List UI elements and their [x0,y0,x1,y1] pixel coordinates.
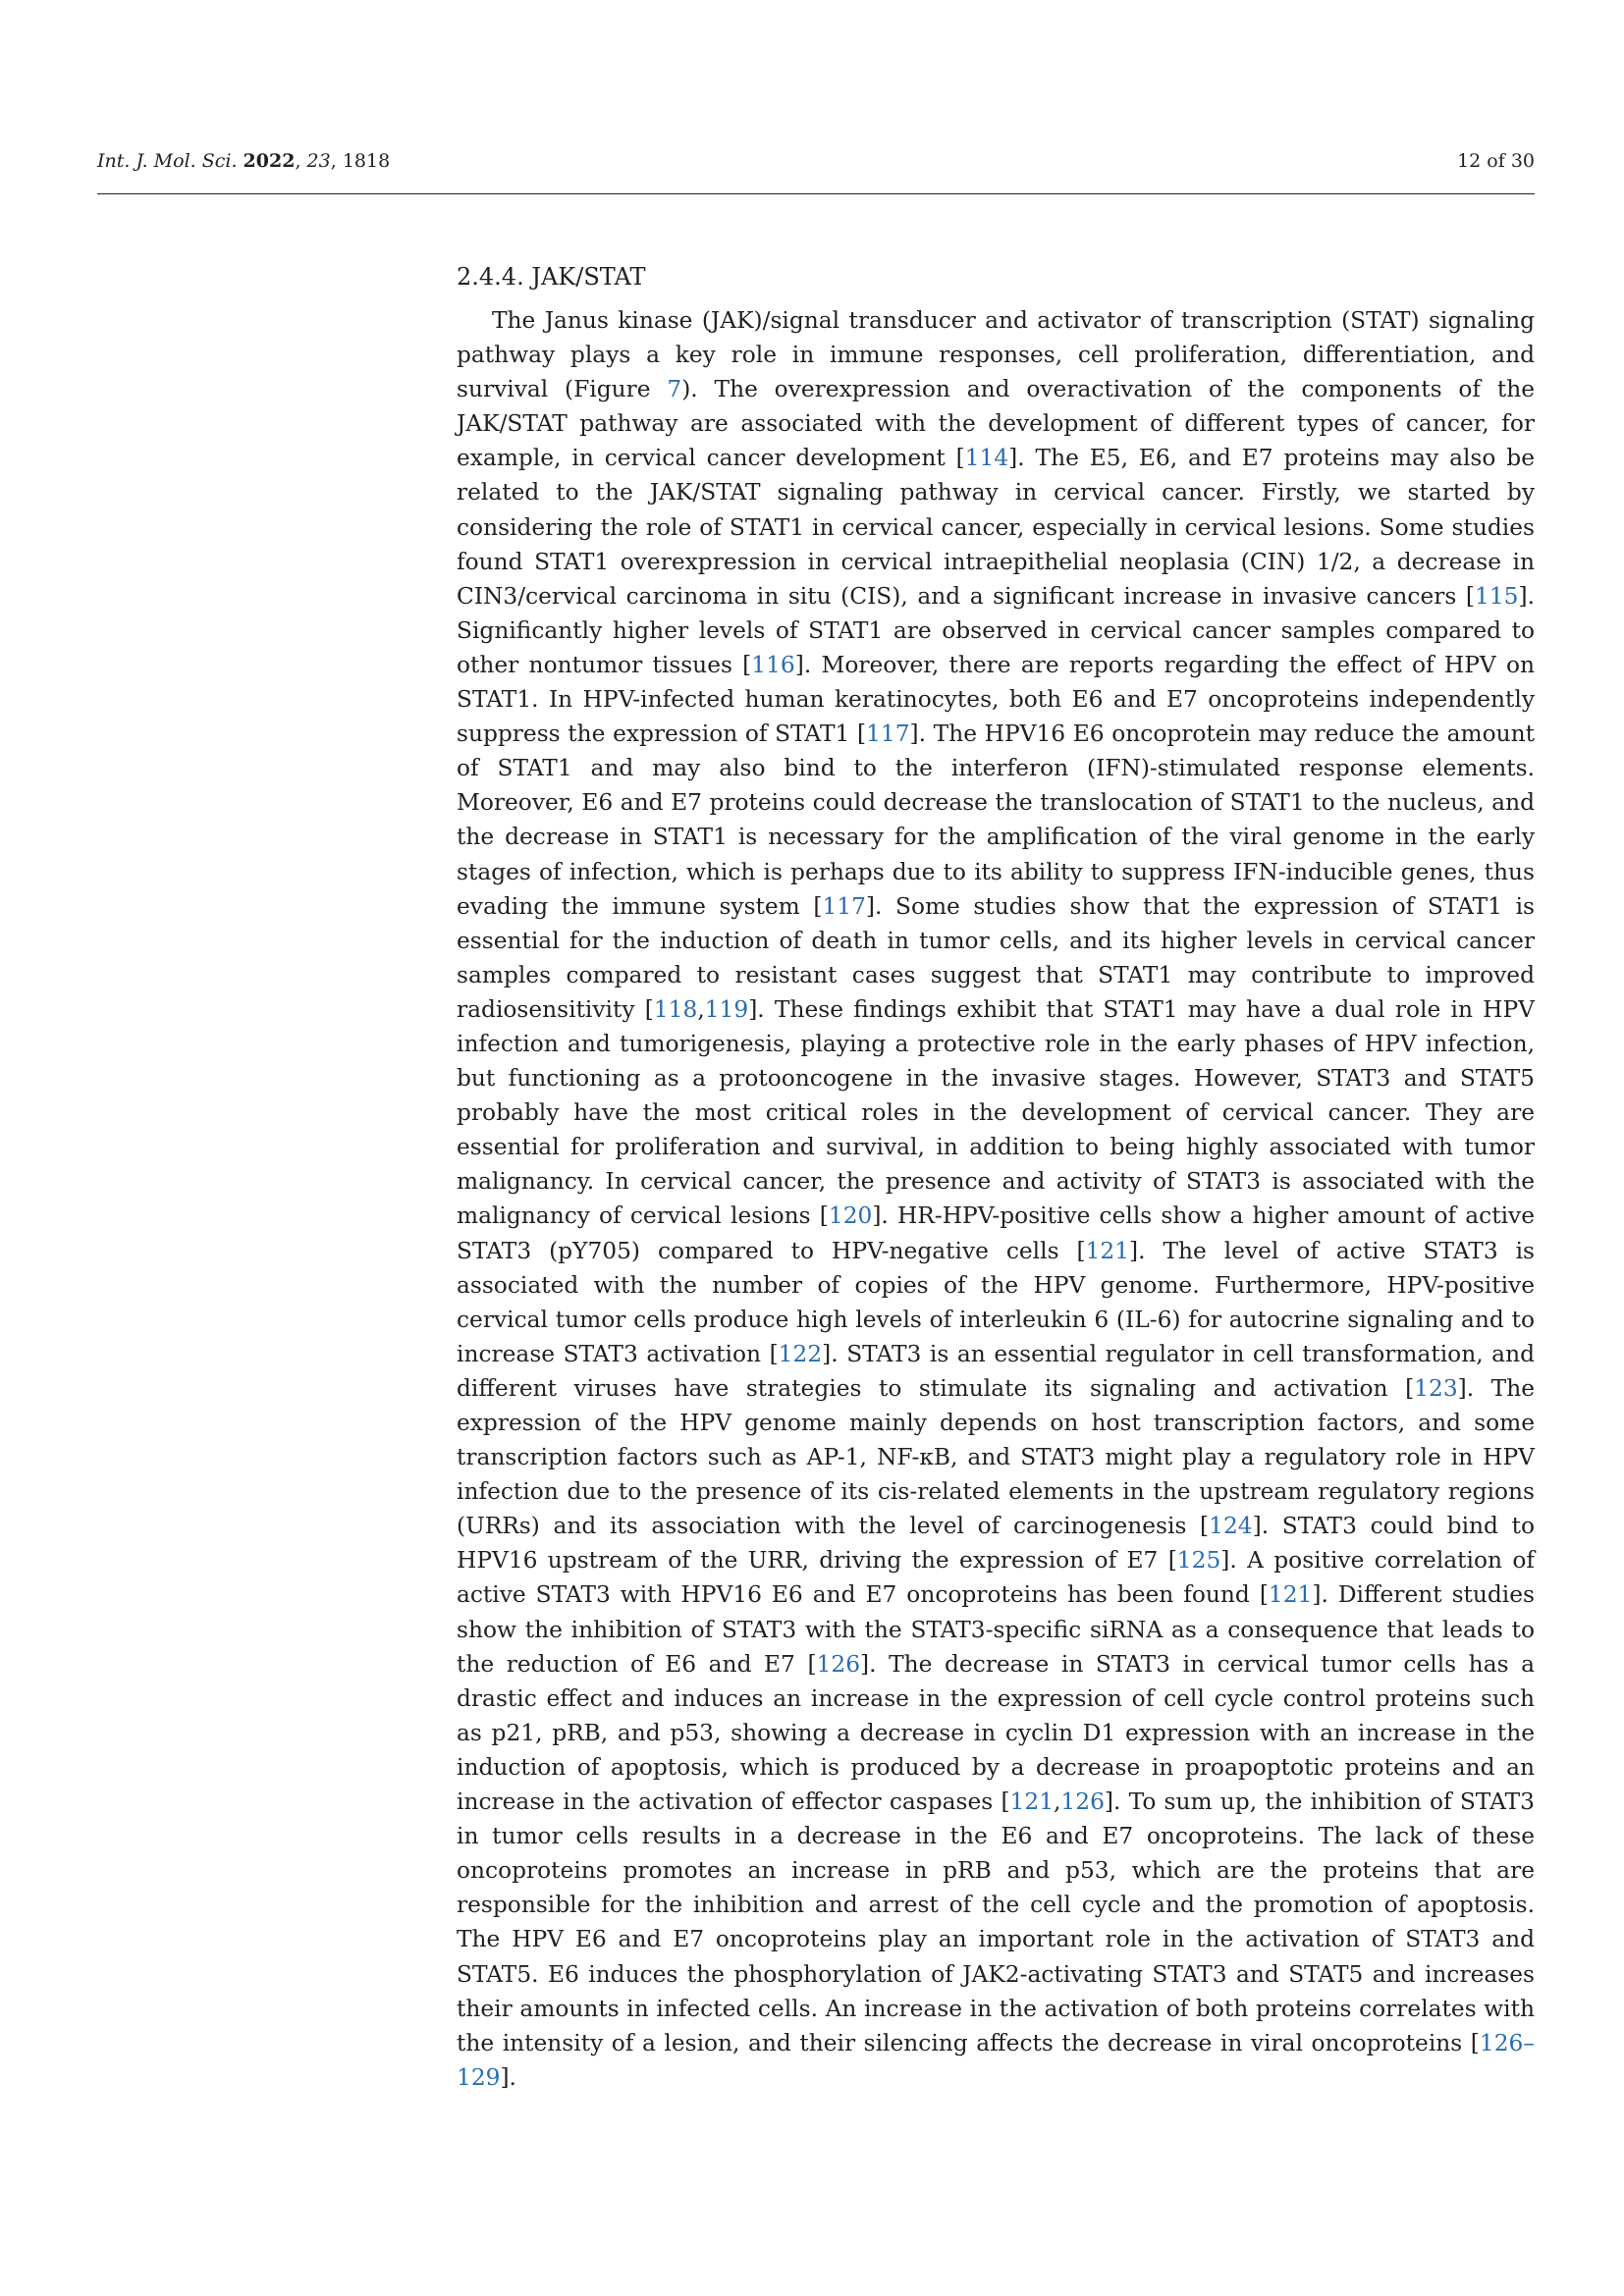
journal-abbrev: Int. J. Mol. Sci. [97,150,238,172]
paragraph-text: ]. The level of active STAT3 is associated with the number of copies of the HPV genome. Furthermore, HPV-positive cervical tumor cells produce high levels of interleukin 6 (IL-6) for autocrine signaling and to increase STAT3 activation [ [457,1237,1535,1367]
page-header [97,150,1535,178]
journal-year: 2022 [243,150,296,172]
citation-link[interactable]: 121 [1085,1237,1130,1264]
paragraph-text: ]. HR-HPV-positive cells show a higher amount of active STAT3 (pY705) compared to HPV-negative cells [ [457,1202,1535,1264]
citation-link[interactable]: 122 [778,1340,823,1367]
paragraph-text: , [697,995,705,1023]
article-number: 1818 [342,150,391,172]
paragraph-text: ]. These findings exhibit that STAT1 may have a dual role in HPV infection and tumorigenesis, playing a protective role in the early phases of HPV infection, but functioning as a protooncogene in the invasive stages. However, STAT3 and STAT5 probably have the most critical roles in the development of cervical cancer. They are essential for proliferation and survival, in addition to being highly associated with tumor malignancy. In cervical cancer, the presence and activity of STAT3 is associated with the malignancy of cervical lesions [ [457,995,1535,1230]
paragraph-text: ]. Significantly higher levels of STAT1 are observed in cervical cancer samples compared to other nontumor tissues [ [457,582,1535,678]
section-number: 2.4.4. [457,263,524,291]
paragraph-text: ]. The E5, E6, and E7 proteins may also be related to the JAK/STAT signaling pathway in cervical cancer. Firstly, we started by considering the role of STAT1 in cervical cancer, especially in cervical lesions. Some studies found STAT1 overexpression in cervical intraepithelial neoplasia (CIN) 1/2, a decrease in CIN3/cervical carcinoma in situ (CIS), and a significant increase in invasive cancers [ [457,445,1535,610]
citation-link[interactable]: 119 [704,995,749,1023]
citation-link[interactable]: 115 [1475,582,1519,610]
paragraph-text: ]. Some studies show that the expression of STAT1 is essential for the induction of death in tumor cells, and its higher levels in cervical cancer samples compared to resistant cases suggest that STAT1 may contribute to improved radiosensitivity [ [457,892,1535,1023]
citation-link[interactable]: 123 [1414,1374,1458,1402]
paragraph-text: ]. STAT3 is an essential regulator in cell transformation, and different viruses have strategies to stimulate its signaling and activation [ [457,1340,1535,1402]
header-rule [97,193,1535,194]
section-heading [457,263,645,291]
paragraph-text: , [1054,1789,1061,1816]
paragraph-text: ]. To sum up, the inhibition of STAT3 in tumor cells results in a decrease in the E6 and E7 oncoproteins. The lack of these oncoproteins promotes an increase in pRB and p53, which are the proteins that are responsible for the inhibition and arrest of the cell cycle and the promotion of apoptosis. The HPV E6 and E7 oncoproteins play an important role in the activation of STAT3 and STAT5. E6 induces the phosphorylation of JAK2-activating STAT3 and STAT5 and increases their amounts in infected cells. An increase in the activation of both proteins correlates with the intensity of a lesion, and their silencing affects the decrease in viral oncoproteins [ [457,1789,1535,2056]
journal-volume: 23 [306,150,331,172]
page-number: 12 of 30 [1457,150,1535,172]
citation-link[interactable]: 126 [816,1650,861,1678]
paragraph-text: ]. [500,2063,516,2091]
citation-link[interactable]: 117 [822,892,866,920]
paragraph-text: ). The overexpression and overactivation of the components of the JAK/STAT pathway are associated with the development of different types of cancer, for example, in cervical cancer development [ [457,376,1535,472]
citation-link[interactable]: 125 [1176,1547,1221,1575]
citation-link[interactable]: 124 [1209,1513,1253,1540]
citation-link[interactable]: 126–129 [457,2029,1535,2091]
paragraph-text: ]. Different studies show the inhibition of STAT3 with the STAT3-specific siRNA as a consequence that leads to the reduction of E6 and E7 [ [457,1581,1535,1678]
journal-citation: Int. J. Mol. Sci. 2022, 23, 1818 [97,150,391,172]
citation-link[interactable]: 120 [828,1202,873,1230]
citation-link[interactable]: 7 [667,376,682,403]
citation-link[interactable]: 121 [1268,1581,1313,1609]
paragraph-text: The Janus kinase (JAK)/signal transducer and activator of transcription (STAT) signaling pathway plays a key role in immune responses, cell proliferation, differentiation, and survival (Figure [457,307,1535,403]
paragraph-text: ]. STAT3 could bind to HPV16 upstream of the URR, driving the expression of E7 [ [457,1513,1535,1575]
citation-link[interactable]: 126 [1060,1789,1105,1816]
body-text [457,303,1535,2095]
citation-link[interactable]: 121 [1009,1789,1055,1816]
citation-link[interactable]: 118 [653,995,698,1023]
paragraph-text: ]. A positive correlation of active STAT3 with HPV16 E6 and E7 oncoproteins has been found [ [457,1547,1536,1609]
citation-link[interactable]: 117 [866,721,910,748]
paragraph-text: ]. The decrease in STAT3 in cervical tumor cells has a drastic effect and induces an increase in the expression of cell cycle control proteins such as p21, pRB, and p53, showing a decrease in cyclin D1 expression with an increase in the induction of apoptosis, which is produced by a decrease in proapoptotic proteins and an increase in the activation of effector caspases [ [457,1650,1535,1816]
paragraph-text: ]. Moreover, there are reports regarding the effect of HPV on STAT1. In HPV-infected human keratinocytes, both E6 and E7 oncoproteins independently suppress the expression of STAT1 [ [457,651,1536,748]
paragraph-text: ]. The expression of the HPV genome mainly depends on host transcription factors, and some transcription factors such as AP-1, NF-κB, and STAT3 might play a regulatory role in HPV infection due to the presence of its cis-related elements in the upstream regulatory regions (URRs) and its association with the level of carcinogenesis [ [457,1374,1535,1540]
citation-link[interactable]: 114 [964,445,1009,472]
paragraph [457,303,1535,2095]
paragraph-text: ]. The HPV16 E6 oncoprotein may reduce the amount of STAT1 and may also bind to the interferon (IFN)-stimulated response elements. Moreover, E6 and E7 proteins could decrease the translocation of STAT1 to the nucleus, and the decrease in STAT1 is necessary for the amplification of the viral genome in the early stages of infection, which is perhaps due to its ability to suppress IFN-inducible genes, thus evading the immune system [ [457,721,1535,920]
citation-link[interactable]: 116 [751,651,795,678]
section-title: JAK/STAT [531,263,646,291]
